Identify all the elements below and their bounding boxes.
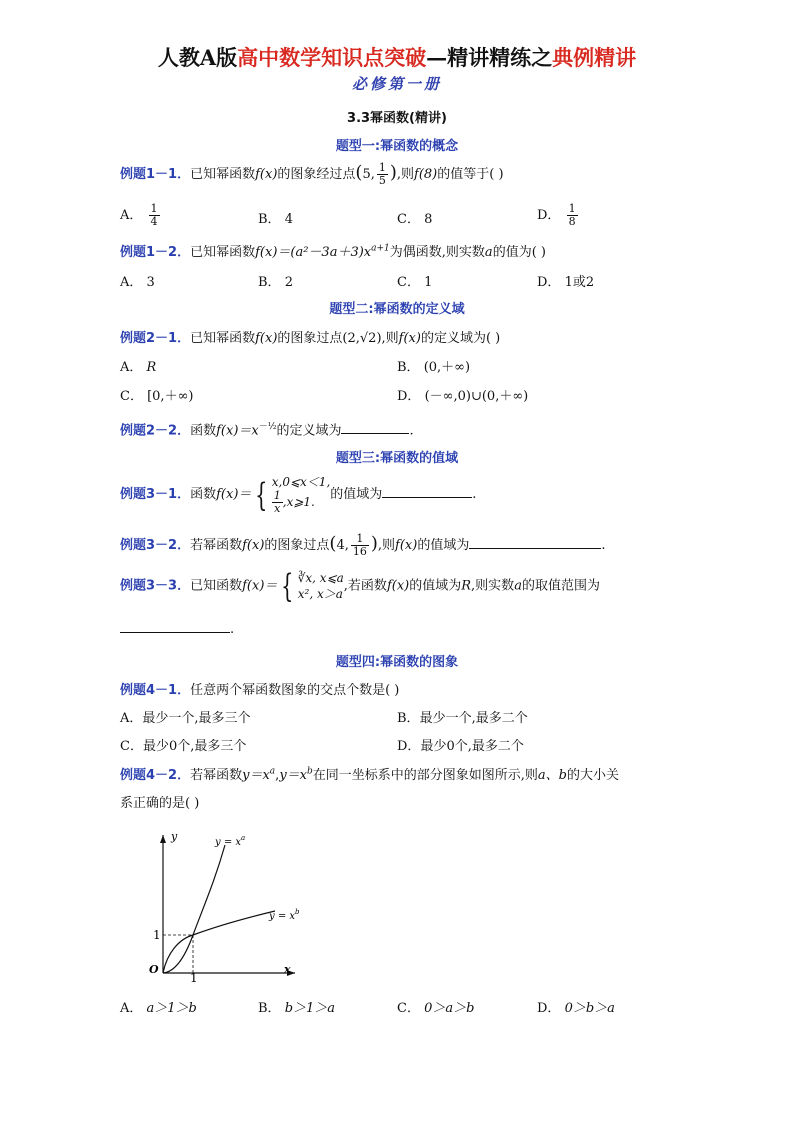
option-1-2-b[interactable]: B． 2 (258, 275, 293, 290)
question-4-1: 例题4－1．任意两个幂函数图象的交点个数是( ) (120, 683, 400, 698)
question-3-1: 例题3－1．函数f(x)＝ { x,0⩽x＜1, $\frac{1}{x}$ ,x⩾1. 的值域为 . (120, 475, 477, 515)
question-2-2: 例题2－2．函数$f(x)=x^{-\frac{1}{2}}$的定义域为 . (120, 422, 414, 439)
question-1-1: 例题1－1．已知幂函数f(x)的图象经过点(5, $\frac{1}{5}$ ),则f(8)的值等于( ) (120, 161, 504, 187)
question-3-3-blank-line: . (120, 620, 234, 637)
option-2-1-b[interactable]: B． (0,＋∞) (397, 360, 471, 375)
answer-blank[interactable] (469, 536, 601, 549)
question-4-2: 例题4－2．若幂函数$y=x^a,y=x^b$在同一坐标系中的部分图象如图所示,则a、b的大小关 (120, 766, 619, 783)
option-2-1-d[interactable]: D． (－∞,0)∪(0,＋∞) (397, 389, 529, 404)
y-tick-1: 1 (153, 928, 161, 942)
x-tick-1: 1 (190, 971, 198, 985)
question-3-2: 例题3－2．若幂函数f(x)的图象过点(4, $\frac{1}{16}$ ),则f(x)的值域为 . (120, 532, 606, 558)
option-1-2-d[interactable]: D． 1或2 (537, 275, 595, 290)
option-1-1-d[interactable]: D． $\frac{1}{8}$ (537, 202, 576, 228)
origin-label: O (149, 963, 159, 976)
option-1-2-c[interactable]: C． 1 (397, 275, 433, 290)
page-title: 人教A版高中数学知识点突破—精讲精练之典例精讲 (157, 45, 637, 70)
curve-b-label: $y = x^b$ (269, 908, 300, 922)
y-axis-label: y (171, 830, 178, 843)
type-heading-4: 题型四:幂函数的图象 (335, 655, 459, 670)
option-4-2-b[interactable]: B． b＞1＞a (258, 1001, 336, 1016)
option-1-1-c[interactable]: C． 8 (397, 212, 433, 227)
answer-blank[interactable] (341, 421, 409, 434)
subtitle: 必修第一册 (351, 75, 442, 93)
option-4-1-d[interactable]: D．最少0个,最多二个 (397, 739, 524, 754)
option-2-1-a[interactable]: A． R (120, 360, 157, 375)
power-function-graph (135, 825, 315, 985)
section-title: 3.3幂函数(精讲) (347, 111, 447, 126)
option-4-1-c[interactable]: C．最少0个,最多三个 (120, 739, 247, 754)
option-4-1-a[interactable]: A．最少一个,最多三个 (120, 711, 251, 726)
curve-y-x-a (163, 845, 225, 973)
question-3-3: 例题3－3．已知函数f(x)＝ { ∛x, x⩽a x², x＞a ,若函数f(x)的值域为R,则实数a的取值范围为 (120, 567, 600, 605)
option-1-1-a[interactable]: A． $\frac{1}{4}$ (120, 202, 158, 228)
option-2-1-c[interactable]: C． [0,＋∞) (120, 389, 194, 404)
curve-a-label: $y = x^a$ (215, 834, 246, 848)
answer-blank[interactable] (120, 620, 230, 633)
type-heading-3: 题型三:幂函数的值域 (335, 451, 459, 466)
type-heading-2: 题型二:幂函数的定义域 (329, 302, 465, 317)
question-1-2: 例题1－2．已知幂函数$f(x)=(a^2-3a+3)x^{a+1}$为偶函数,则实数a的值为( ) (120, 243, 546, 260)
question-4-2-line2: 系正确的是( ) (120, 796, 200, 811)
x-axis-label: x (284, 963, 291, 976)
option-4-1-b[interactable]: B．最少一个,最多二个 (397, 711, 528, 726)
type-heading-1: 题型一:幂函数的概念 (335, 139, 459, 154)
question-2-1: 例题2－1．已知幂函数f(x)的图象过点(2,√2),则f(x)的定义域为( ) (120, 331, 501, 346)
option-4-2-c[interactable]: C． 0＞a＞b (397, 1001, 475, 1016)
option-1-1-b[interactable]: B． 4 (258, 212, 293, 227)
option-4-2-a[interactable]: A． a＞1＞b (120, 1001, 197, 1016)
answer-blank[interactable] (382, 485, 472, 498)
y-axis-arrow (160, 835, 166, 843)
curve-y-x-b (163, 911, 275, 973)
option-4-2-d[interactable]: D． 0＞b＞a (537, 1001, 615, 1016)
option-1-2-a[interactable]: A． 3 (120, 275, 155, 290)
